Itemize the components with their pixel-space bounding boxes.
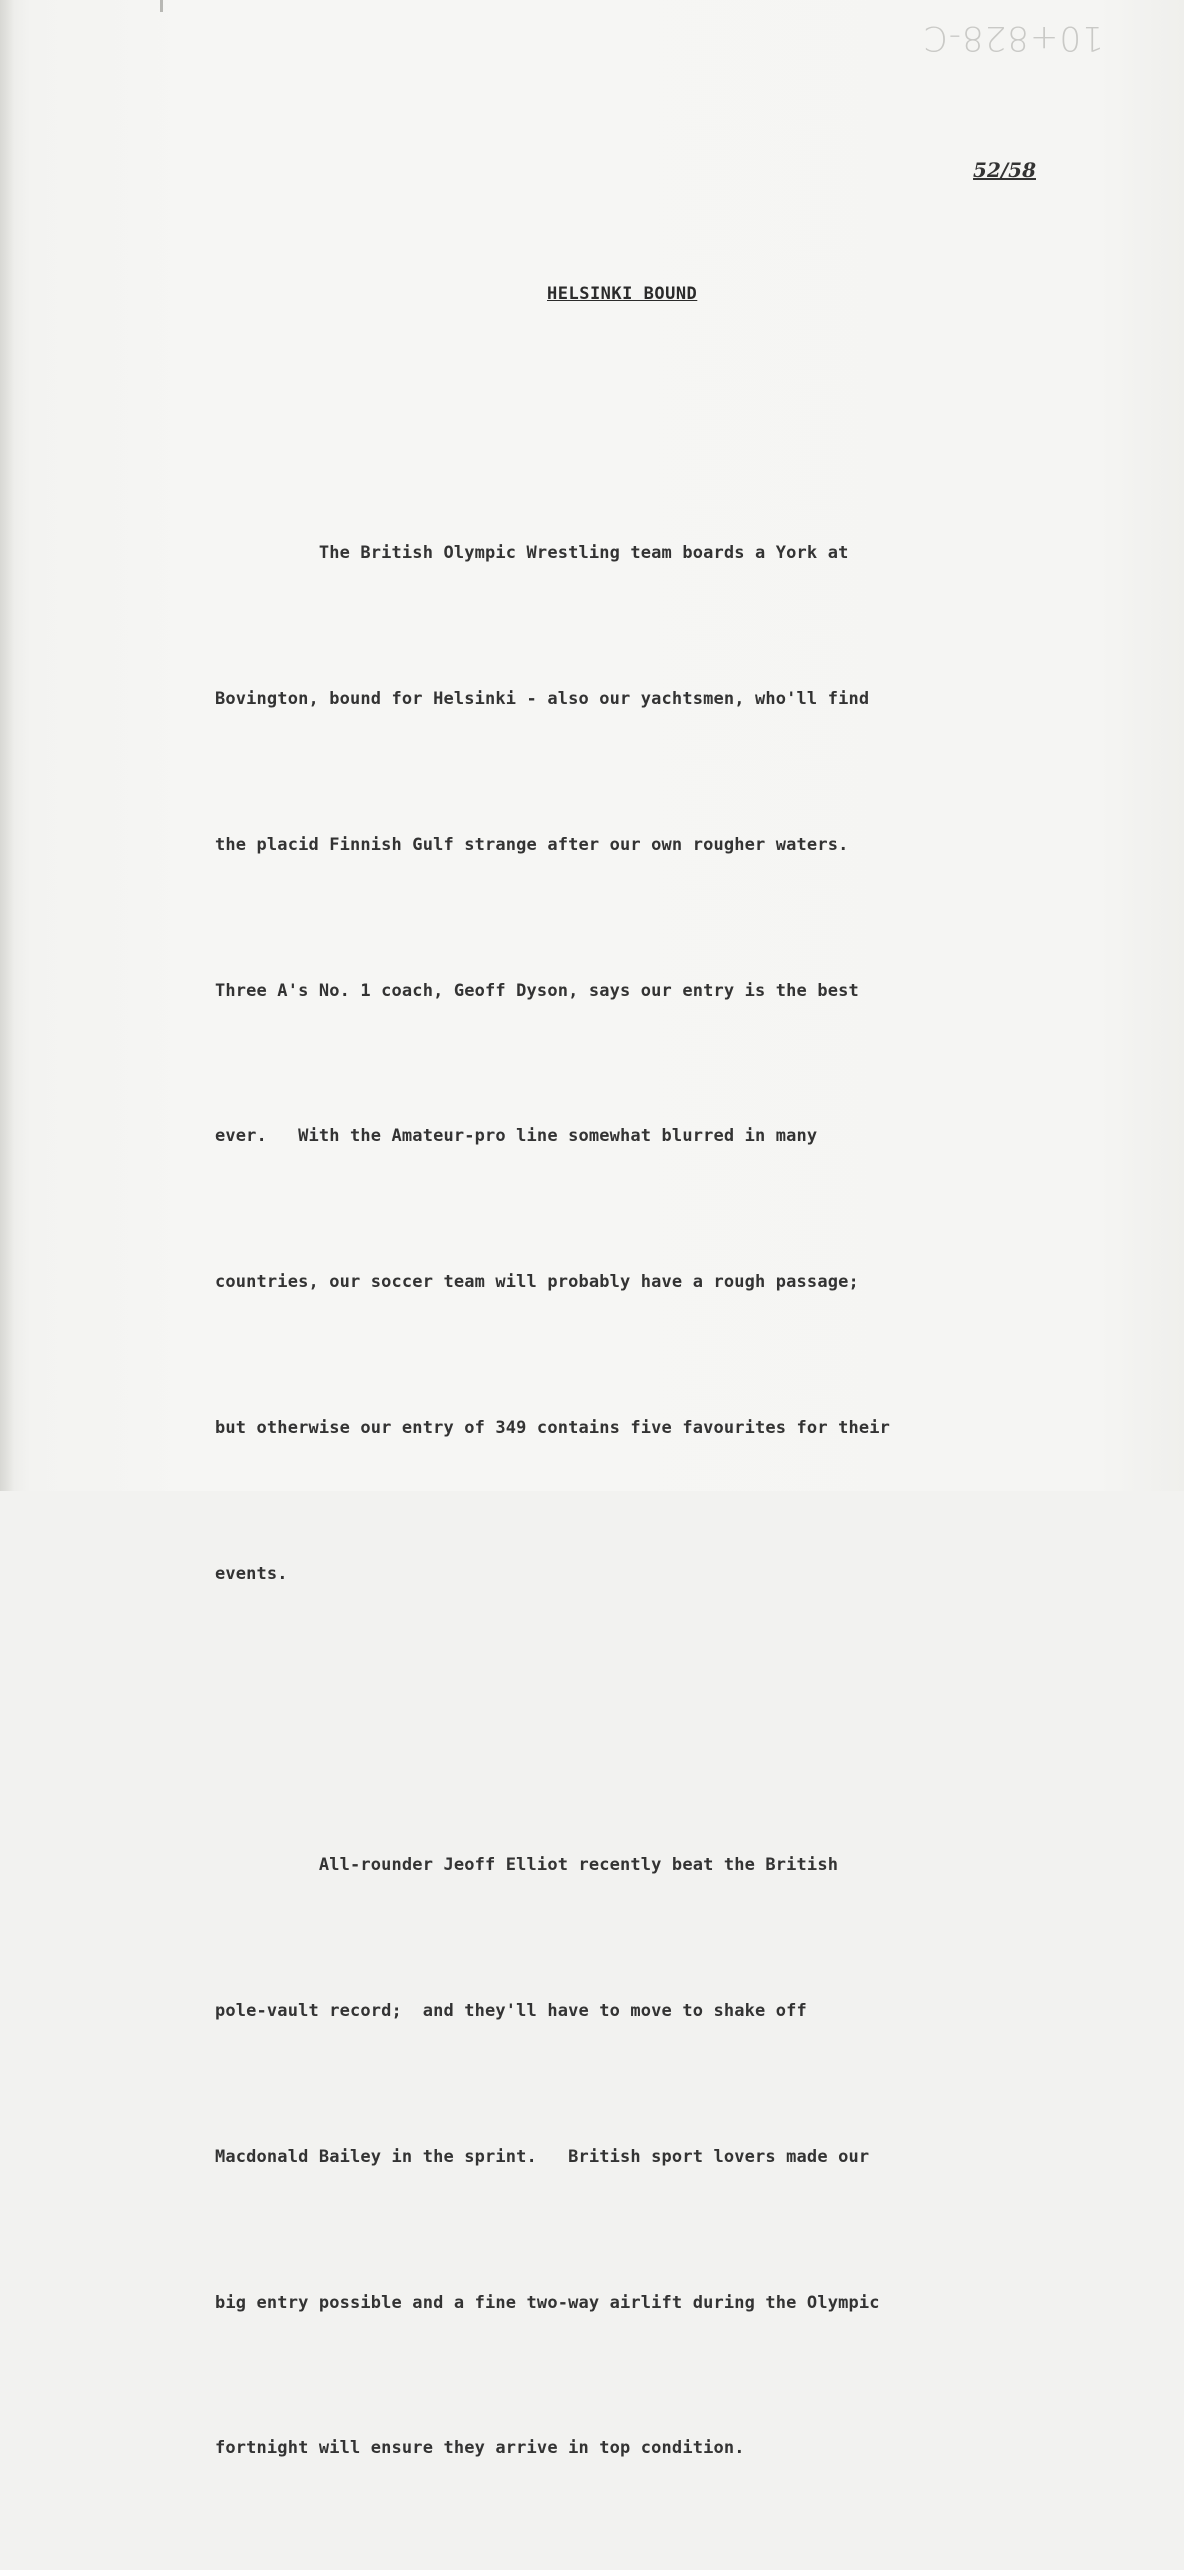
- paragraph-1: [215, 432, 1045, 1695]
- text-line: big entry possible and a fine two-way airlift during the Olympic: [215, 2292, 880, 2313]
- text-line: Three A's No. 1 coach, Geoff Dyson, says our entry is the best: [215, 980, 859, 1001]
- page-edge-shadow: [0, 0, 14, 1491]
- text-line: The British Olympic Wrestling team boards a York at: [215, 543, 849, 564]
- page-number: 52/58: [973, 158, 1036, 182]
- text-line: the placid Finnish Gulf strange after our own rougher waters.: [215, 834, 849, 855]
- text-line: countries, our soccer team will probably have a rough passage;: [215, 1272, 859, 1293]
- text-line: Macdonald Bailey in the sprint. British sport lovers made our: [215, 2146, 870, 2167]
- text-line: ever. With the Amateur-pro line somewhat blurred in many: [215, 1126, 818, 1147]
- staple-mark: [160, 0, 163, 12]
- text-line: fortnight will ensure they arrive in top condition.: [215, 2438, 745, 2459]
- document-body: [215, 432, 1045, 2570]
- archive-stamp: 10+828-C: [923, 18, 1104, 58]
- document-title: HELSINKI BOUND: [547, 284, 698, 304]
- text-line: All-rounder Jeoff Elliot recently beat the British: [215, 1855, 839, 1876]
- text-line: Bovington, bound for Helsinki - also our yachtsmen, who'll find: [215, 688, 870, 709]
- text-line: pole-vault record; and they'll have to move to shake off: [215, 2001, 807, 2021]
- paragraph-2: [215, 1744, 1045, 2570]
- text-line: but otherwise our entry of 349 contains five favourites for their: [215, 1417, 891, 1438]
- text-line: events.: [215, 1563, 288, 1584]
